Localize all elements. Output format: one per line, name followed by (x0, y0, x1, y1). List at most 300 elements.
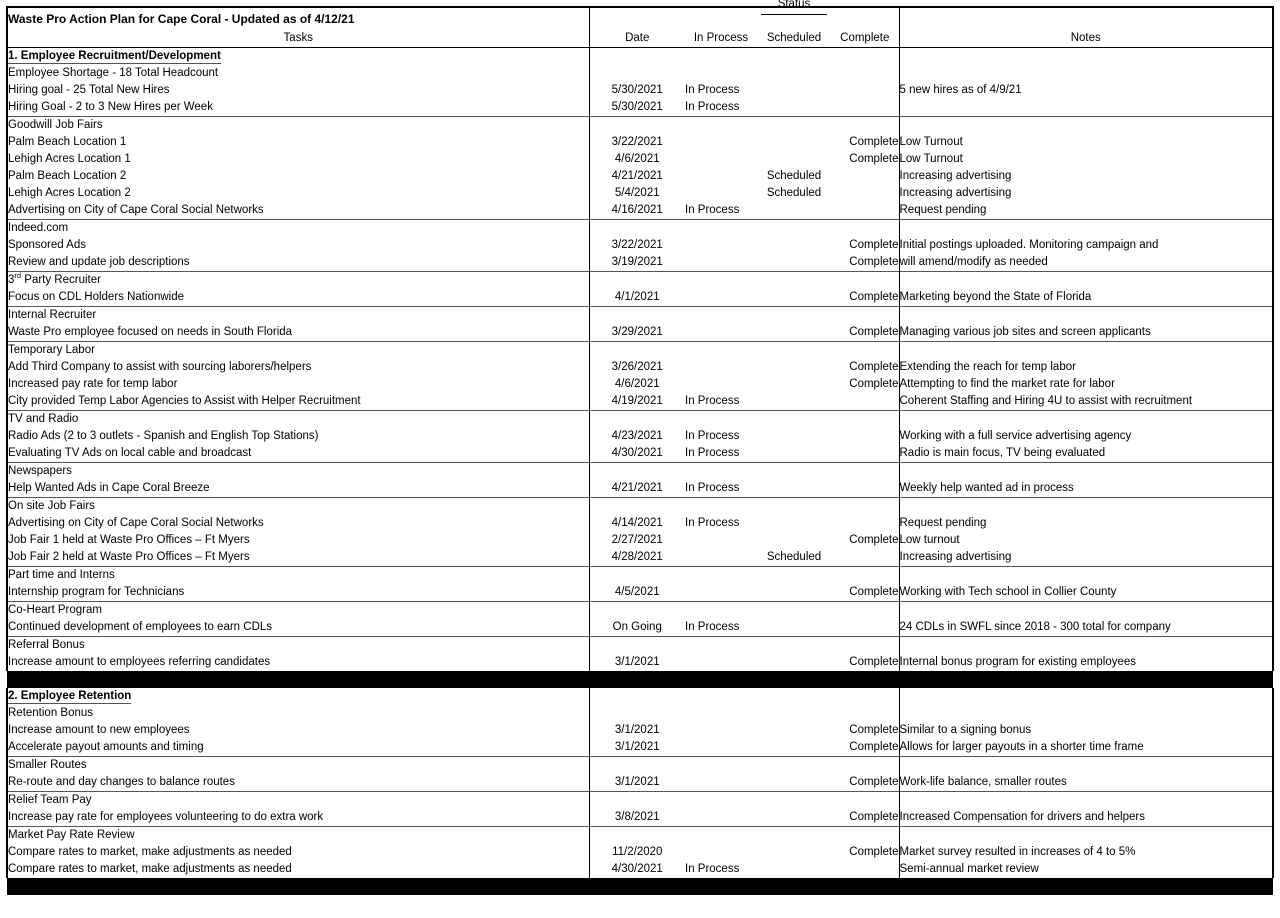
group-date (589, 498, 685, 516)
group-scheduled (757, 117, 831, 135)
group-complete (831, 463, 899, 481)
group-complete (831, 705, 899, 722)
task-name: Internship program for Technicians (7, 584, 589, 602)
status-scheduled (757, 844, 831, 861)
status-in-process (685, 722, 757, 739)
column-header-row (7, 30, 1273, 48)
status-in-process (685, 359, 757, 376)
status-complete: Complete (849, 724, 899, 736)
task-name: Increase pay rate for employees volunteering to do extra work (7, 809, 589, 827)
group-inprocess (685, 117, 757, 135)
group-inprocess (685, 827, 757, 845)
task-name: Add Third Company to assist with sourcing laborers/helpers (7, 359, 589, 376)
group-notes (899, 827, 1273, 845)
group-name: Market Pay Rate Review (7, 827, 589, 845)
section-divider-band (7, 671, 1273, 688)
task-row (7, 549, 1273, 567)
task-notes: Low turnout (899, 532, 1273, 549)
task-notes: Semi-annual market review (899, 861, 1273, 878)
task-row (7, 861, 1273, 878)
task-name: Help Wanted Ads in Cape Coral Breeze (7, 480, 589, 498)
status-in-process (685, 654, 757, 671)
group-complete (831, 411, 899, 429)
status-in-process: In Process (685, 447, 740, 459)
task-date: 5/30/2021 (589, 99, 685, 117)
status-complete: Complete (849, 846, 899, 858)
status-in-process: In Process (685, 84, 740, 96)
group-scheduled (757, 757, 831, 775)
task-date: 3/22/2021 (589, 237, 685, 254)
status-in-process (685, 739, 757, 757)
group-complete (831, 342, 899, 360)
group-date (589, 272, 685, 290)
group-complete (831, 307, 899, 325)
task-row (7, 393, 1273, 411)
group-notes (899, 65, 1273, 82)
status-scheduled (757, 99, 831, 117)
group-inprocess (685, 567, 757, 585)
status-scheduled (757, 584, 831, 602)
task-name: Palm Beach Location 1 (7, 134, 589, 151)
group-header-row (7, 307, 1273, 325)
bottom-divider-row (7, 878, 1273, 895)
task-notes: 5 new hires as of 4/9/21 (899, 82, 1273, 99)
title-spacer-inprocess (685, 7, 757, 30)
group-header-row (7, 757, 1273, 775)
group-scheduled (757, 792, 831, 810)
table-body (7, 0, 1273, 895)
task-date: 4/6/2021 (589, 376, 685, 393)
group-inprocess (685, 411, 757, 429)
task-row (7, 376, 1273, 393)
group-notes (899, 272, 1273, 290)
task-name: Radio Ads (2 to 3 outlets - Spanish and English Top Stations) (7, 428, 589, 445)
task-row (7, 809, 1273, 827)
group-inprocess (685, 307, 757, 325)
group-header-row (7, 567, 1273, 585)
status-scheduled (757, 82, 831, 99)
task-notes: Increasing advertising (899, 549, 1273, 567)
task-name: Hiring goal - 25 Total New Hires (7, 82, 589, 99)
status-in-process: In Process (685, 395, 740, 407)
task-row (7, 619, 1273, 637)
status-complete: Complete (849, 656, 899, 668)
status-in-process (685, 809, 757, 827)
status-scheduled (757, 619, 831, 637)
group-notes (899, 757, 1273, 775)
status-complete (831, 619, 899, 637)
status-in-process (685, 168, 757, 185)
status-in-process: In Process (685, 204, 740, 216)
task-name: Advertising on City of Cape Coral Social Networks (7, 515, 589, 532)
task-row (7, 532, 1273, 549)
task-date: 5/4/2021 (589, 185, 685, 202)
group-complete (831, 827, 899, 845)
status-complete: Complete (849, 741, 899, 753)
section-heading-date (589, 48, 685, 66)
task-row (7, 99, 1273, 117)
status-complete: Complete (849, 291, 899, 303)
group-name: TV and Radio (7, 411, 589, 429)
status-in-process: In Process (685, 430, 740, 442)
task-date: 4/16/2021 (589, 202, 685, 220)
group-name: Indeed.com (7, 220, 589, 238)
task-notes: Similar to a signing bonus (899, 722, 1273, 739)
section-divider-row (7, 671, 1273, 688)
group-complete (831, 602, 899, 620)
status-complete: Complete (849, 326, 899, 338)
status-scheduled (757, 515, 831, 532)
status-in-process: In Process (685, 863, 740, 875)
task-date: 3/22/2021 (589, 134, 685, 151)
status-scheduled (757, 809, 831, 827)
group-scheduled (757, 827, 831, 845)
task-notes: 24 CDLs in SWFL since 2018 - 300 total for company (899, 619, 1273, 637)
status-in-process: In Process (685, 621, 740, 633)
task-name: Evaluating TV Ads on local cable and broadcast (7, 445, 589, 463)
task-notes: Working with a full service advertising agency (899, 428, 1273, 445)
status-scheduled (757, 254, 831, 272)
task-row (7, 289, 1273, 307)
task-notes: Coherent Staffing and Hiring 4U to assist with recruitment (899, 393, 1273, 411)
status-scheduled (757, 739, 831, 757)
task-row (7, 445, 1273, 463)
status-in-process: In Process (685, 482, 740, 494)
section-heading-complete (831, 688, 899, 705)
column-header-in-process: In Process (685, 30, 757, 48)
task-name: Re-route and day changes to balance routes (7, 774, 589, 792)
task-name: Increase amount to employees referring candidates (7, 654, 589, 671)
status-scheduled (757, 774, 831, 792)
group-complete (831, 498, 899, 516)
task-date: 4/21/2021 (589, 480, 685, 498)
status-in-process (685, 185, 757, 202)
group-name: On site Job Fairs (7, 498, 589, 516)
group-name (7, 272, 589, 290)
task-row (7, 739, 1273, 757)
column-header-scheduled: Scheduled (757, 30, 831, 48)
section-heading-text: 1. Employee Recruitment/Development (8, 50, 221, 62)
column-header-date: Date (589, 30, 685, 48)
title-spacer-notes (899, 7, 1273, 30)
group-scheduled (757, 498, 831, 516)
section-heading-date (589, 688, 685, 705)
task-name: Compare rates to market, make adjustments as needed (7, 861, 589, 878)
group-inprocess (685, 757, 757, 775)
group-date (589, 220, 685, 238)
status-complete (831, 99, 899, 117)
task-name: Review and update job descriptions (7, 254, 589, 272)
status-in-process: In Process (685, 101, 740, 113)
group-date (589, 792, 685, 810)
task-date: 3/1/2021 (589, 739, 685, 757)
group-date (589, 65, 685, 82)
section-heading-notes (899, 48, 1273, 66)
group-complete (831, 272, 899, 290)
column-header-notes: Notes (899, 30, 1273, 48)
column-header-tasks: Tasks (7, 30, 589, 48)
task-row (7, 82, 1273, 99)
task-date: 4/5/2021 (589, 584, 685, 602)
group-notes (899, 705, 1273, 722)
group-notes (899, 567, 1273, 585)
group-date (589, 342, 685, 360)
group-date (589, 637, 685, 655)
group-name: Co-Heart Program (7, 602, 589, 620)
column-header-complete: Complete (831, 30, 899, 48)
task-date: On Going (589, 619, 685, 637)
status-complete (831, 185, 899, 202)
group-inprocess (685, 602, 757, 620)
group-complete (831, 637, 899, 655)
task-date: 4/23/2021 (589, 428, 685, 445)
status-scheduled (757, 359, 831, 376)
task-notes: Attempting to find the market rate for labor (899, 376, 1273, 393)
group-name: Internal Recruiter (7, 307, 589, 325)
section-heading-text: 2. Employee Retention (8, 690, 132, 702)
status-scheduled (757, 237, 831, 254)
status-complete (831, 549, 899, 567)
status-scheduled (757, 532, 831, 549)
task-date: 3/8/2021 (589, 809, 685, 827)
group-name: Goodwill Job Fairs (7, 117, 589, 135)
status-scheduled (757, 289, 831, 307)
group-inprocess (685, 705, 757, 722)
status-scheduled: Scheduled (766, 187, 822, 199)
group-notes (899, 498, 1273, 516)
task-row (7, 168, 1273, 185)
task-date: 3/26/2021 (589, 359, 685, 376)
task-notes: Managing various job sites and screen applicants (899, 324, 1273, 342)
group-complete (831, 65, 899, 82)
status-in-process (685, 844, 757, 861)
group-complete (831, 567, 899, 585)
task-row (7, 359, 1273, 376)
status-scheduled (757, 134, 831, 151)
task-name: Hiring Goal - 2 to 3 New Hires per Week (7, 99, 589, 117)
group-date (589, 307, 685, 325)
task-name: Job Fair 2 held at Waste Pro Offices – Ft Myers (7, 549, 589, 567)
task-notes: Increased Compensation for drivers and helpers (899, 809, 1273, 827)
task-name: Waste Pro employee focused on needs in South Florida (7, 324, 589, 342)
group-header-row (7, 792, 1273, 810)
status-scheduled (757, 324, 831, 342)
group-scheduled (757, 65, 831, 82)
group-notes (899, 307, 1273, 325)
group-inprocess (685, 792, 757, 810)
group-header-row (7, 602, 1273, 620)
group-inprocess (685, 65, 757, 82)
status-complete: Complete (849, 239, 899, 251)
task-notes (899, 99, 1273, 117)
status-in-process (685, 324, 757, 342)
group-inprocess (685, 342, 757, 360)
group-header-row (7, 65, 1273, 82)
task-notes: Internal bonus program for existing employees (899, 654, 1273, 671)
task-name: Sponsored Ads (7, 237, 589, 254)
group-name: Newspapers (7, 463, 589, 481)
group-complete (831, 792, 899, 810)
task-row (7, 844, 1273, 861)
status-complete (831, 480, 899, 498)
status-group-header-cell (757, 0, 831, 30)
status-scheduled (757, 151, 831, 168)
group-scheduled (757, 637, 831, 655)
task-name: Lehigh Acres Location 2 (7, 185, 589, 202)
task-date: 3/29/2021 (589, 324, 685, 342)
group-scheduled (757, 272, 831, 290)
section-heading-inprocess (685, 688, 757, 705)
status-group-header: Status (761, 0, 827, 15)
task-row (7, 722, 1273, 739)
status-scheduled (757, 428, 831, 445)
section-divider-band (7, 878, 1273, 895)
group-date (589, 567, 685, 585)
group-header-row (7, 827, 1273, 845)
group-scheduled (757, 411, 831, 429)
action-plan-table (6, 0, 1274, 895)
group-inprocess (685, 463, 757, 481)
task-notes: will amend/modify as needed (899, 254, 1273, 272)
task-notes: Work-life balance, smaller routes (899, 774, 1273, 792)
section-heading-complete (831, 48, 899, 66)
task-row (7, 480, 1273, 498)
group-name: Retention Bonus (7, 705, 589, 722)
task-date: 4/21/2021 (589, 168, 685, 185)
status-complete: Complete (849, 136, 899, 148)
status-complete: Complete (849, 811, 899, 823)
group-notes (899, 602, 1273, 620)
task-notes: Radio is main focus, TV being evaluated (899, 445, 1273, 463)
group-date (589, 602, 685, 620)
group-header-row (7, 272, 1273, 290)
status-scheduled (757, 654, 831, 671)
group-complete (831, 757, 899, 775)
group-name: Referral Bonus (7, 637, 589, 655)
status-in-process (685, 549, 757, 567)
status-in-process (685, 237, 757, 254)
group-header-row (7, 220, 1273, 238)
group-inprocess (685, 220, 757, 238)
group-complete (831, 117, 899, 135)
status-in-process (685, 376, 757, 393)
task-notes: Low Turnout (899, 151, 1273, 168)
section-heading-notes (899, 688, 1273, 705)
status-complete: Complete (849, 361, 899, 373)
group-date (589, 117, 685, 135)
task-name: Compare rates to market, make adjustments as needed (7, 844, 589, 861)
task-date: 4/30/2021 (589, 445, 685, 463)
group-complete (831, 220, 899, 238)
status-scheduled (757, 202, 831, 220)
group-header-row (7, 705, 1273, 722)
status-complete (831, 515, 899, 532)
section-heading-scheduled (757, 48, 831, 66)
status-complete: Complete (849, 153, 899, 165)
task-notes: Weekly help wanted ad in process (899, 480, 1273, 498)
status-scheduled (757, 376, 831, 393)
status-complete: Complete (849, 776, 899, 788)
status-scheduled (757, 480, 831, 498)
task-name: Increase amount to new employees (7, 722, 589, 739)
status-in-process (685, 584, 757, 602)
group-inprocess (685, 272, 757, 290)
title-spacer-date (589, 7, 685, 30)
group-name-rest: Party Recruiter (21, 274, 101, 286)
group-name: Smaller Routes (7, 757, 589, 775)
task-date: 4/19/2021 (589, 393, 685, 411)
task-row (7, 428, 1273, 445)
group-name: Part time and Interns (7, 567, 589, 585)
task-name: Continued development of employees to earn CDLs (7, 619, 589, 637)
status-complete (831, 202, 899, 220)
status-scheduled (757, 445, 831, 463)
task-row (7, 202, 1273, 220)
task-notes: Increasing advertising (899, 168, 1273, 185)
group-scheduled (757, 567, 831, 585)
status-complete: Complete (849, 256, 899, 268)
task-row (7, 324, 1273, 342)
task-date: 11/2/2020 (589, 844, 685, 861)
task-date: 3/1/2021 (589, 774, 685, 792)
section-heading-scheduled (757, 688, 831, 705)
group-notes (899, 117, 1273, 135)
task-row (7, 151, 1273, 168)
group-inprocess (685, 637, 757, 655)
group-notes (899, 463, 1273, 481)
task-date: 3/1/2021 (589, 654, 685, 671)
title-spacer-complete (831, 7, 899, 30)
status-in-process (685, 289, 757, 307)
task-date: 5/30/2021 (589, 82, 685, 99)
group-date (589, 411, 685, 429)
ordinal-superscript: rd (14, 271, 22, 281)
task-row (7, 515, 1273, 532)
task-notes: Market survey resulted in increases of 4 to 5% (899, 844, 1273, 861)
status-complete: Complete (849, 586, 899, 598)
group-notes (899, 411, 1273, 429)
status-in-process (685, 151, 757, 168)
section-heading (7, 688, 589, 705)
status-scheduled (757, 722, 831, 739)
group-scheduled (757, 705, 831, 722)
task-date: 4/1/2021 (589, 289, 685, 307)
group-header-row (7, 117, 1273, 135)
status-complete: Complete (849, 534, 899, 546)
group-header-row (7, 637, 1273, 655)
status-in-process (685, 532, 757, 549)
status-complete (831, 428, 899, 445)
task-date: 4/28/2021 (589, 549, 685, 567)
group-scheduled (757, 342, 831, 360)
status-scheduled: Scheduled (766, 551, 822, 563)
status-in-process: In Process (685, 517, 740, 529)
group-header-row (7, 411, 1273, 429)
task-date: 4/6/2021 (589, 151, 685, 168)
group-name: Relief Team Pay (7, 792, 589, 810)
status-complete: Complete (849, 378, 899, 390)
task-row (7, 254, 1273, 272)
status-in-process (685, 254, 757, 272)
group-inprocess (685, 498, 757, 516)
task-notes: Extending the reach for temp labor (899, 359, 1273, 376)
task-notes: Marketing beyond the State of Florida (899, 289, 1273, 307)
task-notes: Allows for larger payouts in a shorter time frame (899, 739, 1273, 757)
group-notes (899, 220, 1273, 238)
task-name: Advertising on City of Cape Coral Social Networks (7, 202, 589, 220)
status-complete (831, 445, 899, 463)
task-date: 4/30/2021 (589, 861, 685, 878)
